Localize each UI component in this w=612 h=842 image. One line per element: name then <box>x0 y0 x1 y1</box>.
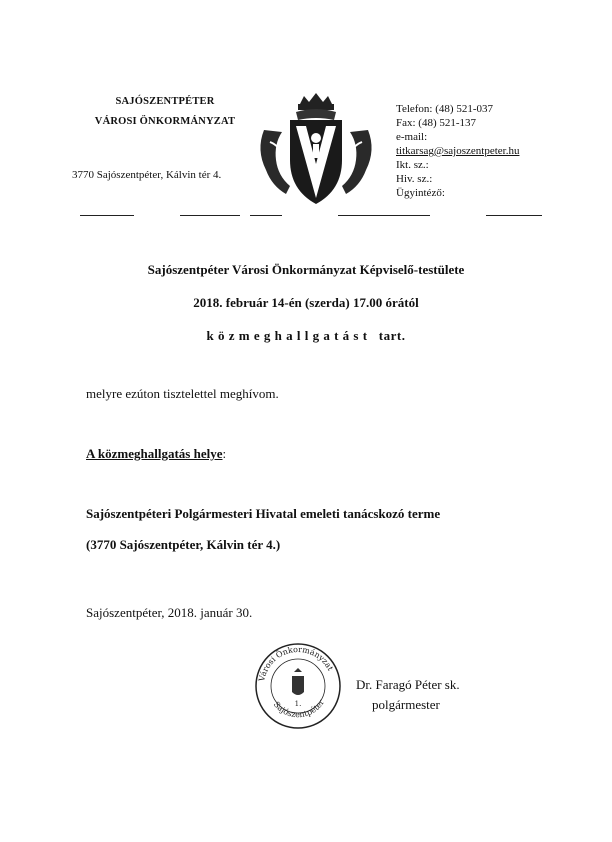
signatory-role: polgármester <box>372 697 440 712</box>
contact-email-label: e-mail: <box>396 131 428 143</box>
venue-label: A közmeghallgatás helye <box>86 446 223 461</box>
svg-text:Sajószentpéter: Sajószentpéter <box>271 697 327 720</box>
venue-line2: (3770 Sajószentpéter, Kálvin tér 4.) <box>86 537 281 552</box>
venue-colon: : <box>222 446 227 461</box>
date-line: Sajószentpéter, 2018. január 30. <box>86 605 253 620</box>
venue-heading <box>86 446 226 462</box>
contact-telefon: Telefon: (48) 521-037 <box>396 103 493 115</box>
title-tail: tart. <box>378 328 406 343</box>
contact-email[interactable]: titkarsag@sajoszentpeter.hu <box>396 145 520 157</box>
org-name-line1: SAJÓSZENTPÉTER <box>115 96 215 107</box>
header-rule-4 <box>338 215 430 216</box>
contact-ugyintezo: Ügyintéző: <box>396 187 445 199</box>
title-spaced-word: k ö z m e g h a l l g a t á s t <box>206 328 368 343</box>
svg-text:1.: 1. <box>294 700 302 708</box>
title-line1: Sajószentpéter Városi Önkormányzat Képviselő-testülete <box>147 262 465 277</box>
header-rule-3 <box>250 215 282 216</box>
title-line3 <box>0 328 612 344</box>
org-name-line2: VÁROSI ÖNKORMÁNYZAT <box>94 116 236 127</box>
contact-block <box>396 102 519 200</box>
contact-ikt: Ikt. sz.: <box>396 159 429 171</box>
contact-fax: Fax: (48) 521-137 <box>396 117 477 129</box>
contact-hiv: Hiv. sz.: <box>396 173 433 185</box>
title-line2: 2018. február 14-én (szerda) 17.00 órától <box>193 295 419 310</box>
signatory-name: Dr. Faragó Péter sk. <box>356 677 460 692</box>
official-stamp-icon <box>252 640 344 732</box>
venue-line1: Sajószentpéteri Polgármesteri Hivatal emeleti tanácskozó terme <box>86 506 441 521</box>
header-rule-1 <box>80 215 134 216</box>
svg-text:Városi Önkormányzat: Városi Önkormányzat <box>257 644 335 683</box>
org-address: 3770 Sajószentpéter, Kálvin tér 4. <box>72 169 222 181</box>
coat-of-arms-icon <box>246 90 386 210</box>
invite-text: melyre ezúton tisztelettel meghívom. <box>86 386 279 401</box>
header-rule-5 <box>486 215 542 216</box>
header-rule-2 <box>180 215 240 216</box>
